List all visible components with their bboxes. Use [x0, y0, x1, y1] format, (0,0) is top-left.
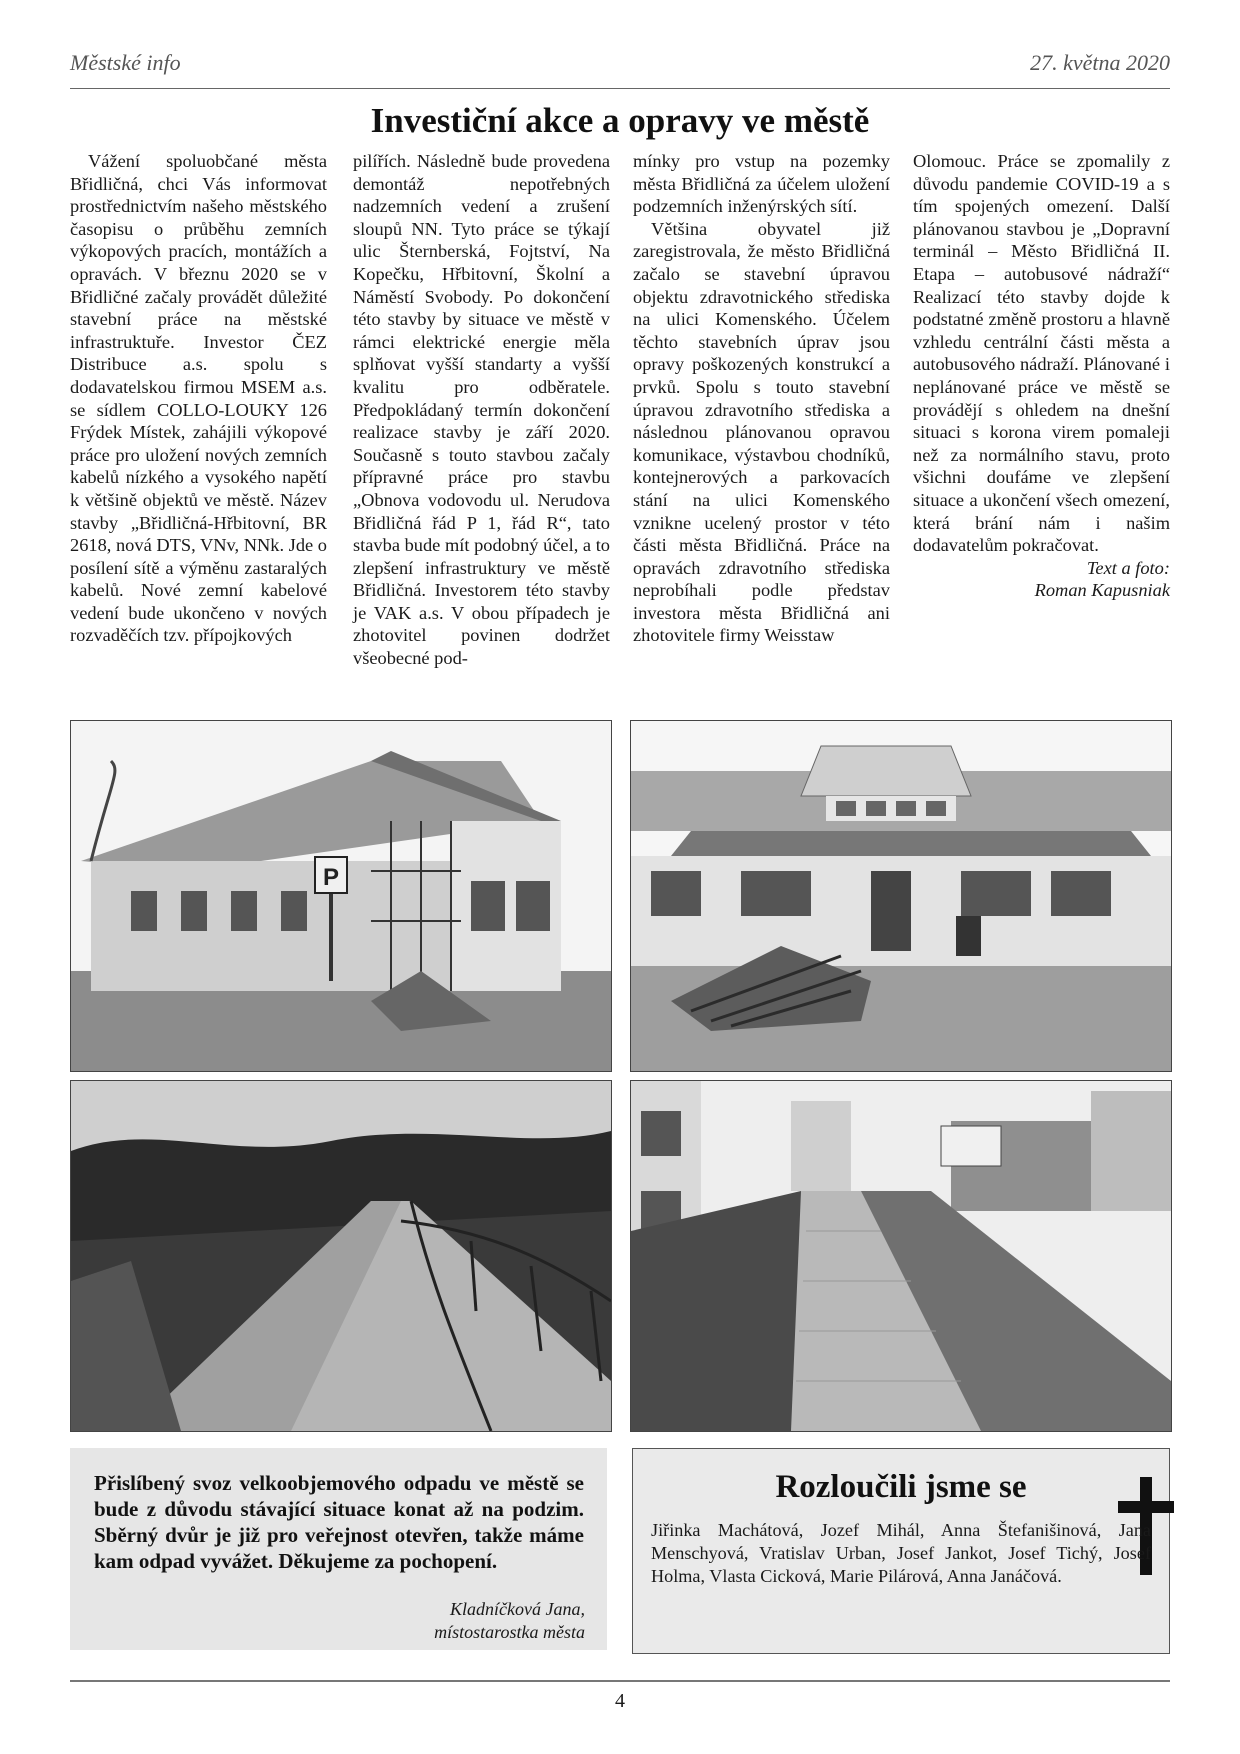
photo-building-scaffolding-image	[71, 721, 611, 1071]
footer-rule	[70, 1680, 1170, 1682]
photo-sidewalk-parking-image	[631, 1081, 1171, 1431]
notice-text: Přislíbený svoz velkoobjemového odpadu ve městě se bude z důvodu stávající situace konat až na podzim. Sběrný dvůr je již pro veřejnost otevřen, takže máme kam odpad vyvážet. Děkujeme za pochopení.	[94, 1471, 584, 1573]
parking-sign-letter: P	[322, 864, 340, 891]
paragraph: Většina obyvatel již zaregistrovala, že město Břidličná začalo se stavební úpravou objektu zdravotnického střediska na ulici Komenského. Účelem těchto stavebních úprav jsou opravy poškozených konstrukcí a prvků. Spolu s touto stavební úpravou zdravotního střediska a následnou plánovanou opravou komunikace, výstavbou chodníků, kontejnerových a parkovacích stání na ulici Komenského vznikne ucelený prostor v této části města Břidličná. Práce na opravách zdravotního střediska neprobíhali podle představ investora města Břidličná ani zhotovitele firmy Weisstaw	[633, 218, 890, 646]
obituary-title: Rozloučili jsme se	[775, 1469, 1027, 1505]
notice-signature	[434, 1598, 585, 1644]
photo-sidewalk-parking	[630, 1080, 1172, 1432]
paragraph: mínky pro vstup na pozemky města Břidličná za účelem uložení podzemních inženýrských sítí.	[633, 151, 890, 217]
credit-label: Text a foto:	[1086, 557, 1170, 578]
article-title: Investiční akce a opravy ve městě	[370, 101, 870, 140]
article-column-3	[633, 150, 890, 647]
waste-collection-notice	[70, 1448, 607, 1650]
header-publication: Městské info	[70, 50, 181, 75]
page-number: 4	[615, 1690, 625, 1712]
signature-name: Kladníčková Jana,	[450, 1599, 585, 1619]
obituary-names: Jiřinka Machátová, Jozef Mihál, Anna Štefanišinová, Jana Menschyová, Vratislav Urban, Josef Jankot, Josef Tichý, Josef Holma, Vlasta Cicková, Marie Pilárová, Anna Janáčová.	[651, 1520, 1151, 1586]
header-date: 27. května 2020	[1030, 50, 1170, 75]
article-column-4	[913, 150, 1170, 602]
paragraph: Olomouc. Práce se zpomalily z důvodu pandemie COVID-19 a s tím spojených omezení. Další plánovanou stavbou je „Dopravní terminál – Město Břidličná II. Etapa – autobusové nádraží“ Realizací této stavby dojde k podstatné změně prostoru a hlavně vzhledu centrální části města a autobusového nádraží. Plánované i neplánované práce ve městě se provádějí s ohledem na dnešní situaci s korona virem pomaleji než za normálního stavu, proto všichni doufáme ve zlepšení situace a ukončení všech omezení, která brání nám i našim dodavatelům pokračovat.	[913, 151, 1170, 556]
credit-author: Roman Kapusniak	[1034, 580, 1170, 601]
paragraph: pilířích. Následně bude provedena demontáž nepotřebných nadzemních vedení a zrušení sloupů NN. Tyto práce se týkají ulic Šternberská, Fojtství, Na Kopečku, Hřbitovní, Školní a Náměstí Svobody. Po dokončení této stavby by situace ve městě v rámci elektrické energie měla splňovat vyšší standarty a vyšší kvalitu pro odběratele. Předpokládaný termín dokončení realizace stavby je září 2020. Současně s touto stavbou začaly přípravné práce pro stavbu „Obnova vodovodu ul. Nerudova Břidličná řád P 1, řád R“, tato stavba bude mít podobný účel, a to zlepšení infrastruktury ve městě Břidličná. Investorem této stavby je VAK a.s. V obou případech je zhotovitel povinen dodržet všeobecné pod-	[353, 151, 610, 669]
signature-role: místostarostka města	[434, 1622, 585, 1642]
header-rule	[70, 88, 1170, 89]
article-column-2	[353, 150, 610, 670]
obituary-box	[632, 1448, 1170, 1654]
photo-paved-path-railing	[70, 1080, 612, 1432]
photo-building-scaffolding	[70, 720, 612, 1072]
paragraph: Vážení spoluobčané města Břidličná, chci Vás informovat prostřednictvím našeho městského časopisu o průběhu zemních výkopových pracích, montážích a opravách. V březnu 2020 se v Břidličné začaly provádět důležité stavební práce na městské infrastruktuře. Investor ČEZ Distribuce a.s. spolu s dodavatelskou firmou MSEM a.s. se sídlem COLLO-LOUKY 126 Frýdek Místek, zahájili výkopové práce pro uložení nových zemních kabelů nízkého a vysokého napětí k většině objektů ve městě. Název stavby „Břidličná-Hřbitovní, BR 2618, nová DTS, VNv, NNk. Jde o posílení sítě a výměnu zastaralých kabelů. Nové zemní kabelové vedení bude ukončeno v nových rozvaděčích tzv. přípojkových	[70, 151, 327, 646]
photo-health-centre-image	[631, 721, 1171, 1071]
photo-health-centre	[630, 720, 1172, 1072]
photo-paved-path-railing-image	[71, 1081, 611, 1431]
photo-credit	[913, 557, 1170, 602]
article-column-1	[70, 150, 327, 647]
